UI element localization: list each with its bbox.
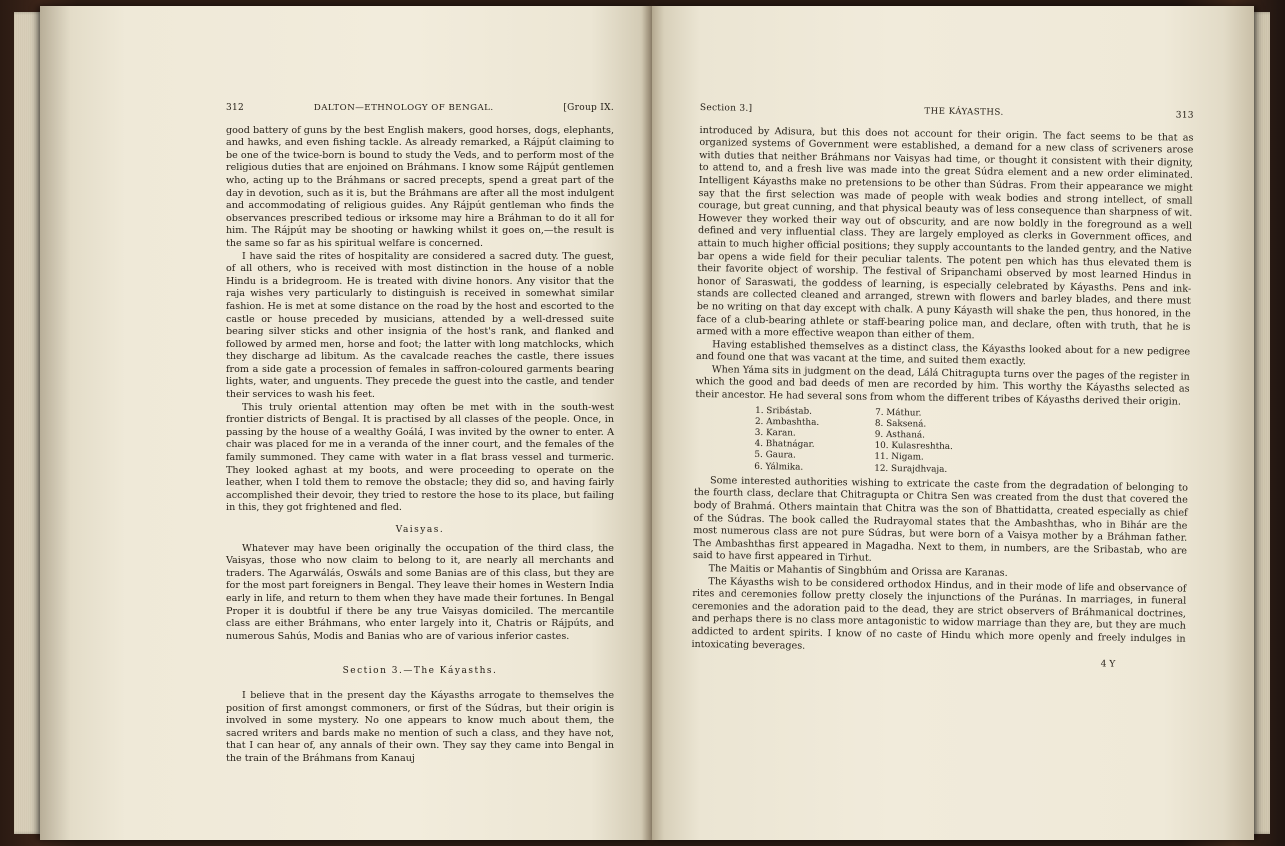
left-page-number: 312	[226, 103, 245, 113]
right-paragraph: introduced by Adisura, but this does not account for their origin. The fact seems to be that as organized systems of Government were established, a demand for a new class of scriveners arose with duties that neither Bráhmans nor Vaisyas had time, or thought it consistent with their dignity, to attend to, and a fresh live was made into the great Súdra element and a new order eliminated. Intelligent Káyasths make no pretensions to be other than Súdras. From their appearance we might say that the first selection was made of people with weak bodies and strong intellect, of small courage, but great cunning, and that physical beauty was of less consequence than sharpness of wit. However they worked their way out of obscurity, and are now boldly in the foreground as a well defined and very influential class. They are largely employed as clerks in Government offices, and attain to much higher official positions; they supply accountants to the landed gentry, and the Native bar opens a wide field for their peculiar talents. The potent pen which has thus elevated them is their favorite object of worship. The festival of Sripanchami observed by most learned Hindus in honor of Saraswati, the goddess of learning, is especially celebrated by Káyasths. Pens and ink-stands are collected cleaned and arranged, strewn with flowers and barley blades, and there must be no writing on that day except with chalk. A puny Káyasth will shake the pen, thus honored, in the face of a club-bearing athlete or staff-bearing police man, and declare, often with truth, that he is armed with a more effective weapon than either of them.	[696, 124, 1194, 342]
right-paragraph: The Káyasths wish to be considered orthodox Hindus, and in their mode of life and observance of rites and ceremonies follow pretty closely the injunctions of the Puránas. In marriages, in funeral ceremonies and the adoration paid to the dead, they are strict observers of Bráhmanical doctrines, and perhaps there is no class more antagonistic to widow marriage than they are, but they are much addicted to ardent spirits. I know of no caste of Hindu which more openly and freely indulges in intoxicating beverages.	[691, 575, 1187, 652]
right-paragraph: Some interested authorities wishing to extricate the caste from the degradation of belonging to the fourth class, declare that Chitragupta or Chitra Sen was created from the dust that covered the body of Brahmá. Others maintain that Chitra was the son of Bhattidatta, created especially as chief of the Súdras. The book called the Rudrayomal states that the Ambashthas, who in Bihár are the most numerous class are not pure Súdras, but were born of a Vaisya mother by a Bráhman father. The Ambashthas first appeared in Magadha. Next to them, in numbers, are the Sribastab, who are said to have first appeared in Tirhut.	[692, 475, 1189, 565]
tribe-item: 3. Karan.	[754, 427, 796, 439]
tribe-item: 4. Bhatnágar.	[754, 439, 815, 451]
tribe-item: 5. Gaura.	[754, 450, 796, 462]
kayasth-tribes-list	[754, 406, 1189, 480]
tribe-item: 6. Yálmika.	[754, 461, 804, 473]
right-page-edges	[1252, 12, 1270, 834]
vaisyas-paragraph: Whatever may have been originally the occupation of the third class, the Vaisyas, those who now claim to belong to it, are nearly all merchants and traders. The Agarwálás, Oswáls and some Banias are of this class, but they are for the most part foreigners in Bengal. They leave their homes in Western India early in life, and return to them when they have made their fortunes. In Bengal Proper it is doubtful if there be any true Vaisyas domiciled. The mercantile class are either Bráhmans, who enter largely into it, Chatris or Rájpúts, and numerous Sahús, Modis and Banias who are of various inferior castes.	[226, 542, 614, 642]
left-paragraph: good battery of guns by the best English makers, good horses, dogs, elephants, and hawks, and even fishing tackle. As already remarked, a Rájpút claiming to be one of the twice-born is bound to study the Veds, and to perform most of the religious duties that are enjoined on Bráhmans. I know some Rájpút gentlemen who, acting up to the Bráhmans or sacred precepts, spend a great part of the day in devotion, such as it is, but the Bráhmans are after all the most indulgent and accommodating of religious guides. Any Rájpút gentleman who finds the observances prescribed tedious or irksome may hire a Bráhman to do it all for him. The Rájpút may be shooting or hawking whilst it goes on,—the result is the same so far as his spiritual welfare is concerned.	[226, 124, 614, 249]
right-running-title: THE KÁYASTHS.	[924, 106, 1004, 118]
right-section-ref: Section 3.]	[699, 102, 753, 114]
tribe-item: 1. Sribástab.	[755, 405, 813, 417]
left-running-head	[226, 102, 614, 115]
left-section-ref: [Group IX.	[563, 103, 614, 113]
tribe-item: 12. Surajdhvaja.	[874, 463, 948, 475]
tribe-item: 9. Asthaná.	[874, 429, 926, 441]
left-paragraph: This truly oriental attention may often be met with in the south-west frontier districts of Bengal. It is practised by all classes of the people. Once, in passing by the house of a wealthy Goálá, I was invited by the owner to enter. A chair was placed for me in a veranda of the inner court, and the females of the family summoned. They came with water in a flat brass vessel and turmeric. They looked aghast at my boots, and were proceeding to operate on the leather, when I told them to remove the obstacle; they did so, and having fairly accomplished their devoir, they tried to restore the hose to its place, but failing in this, they got frightened and fled.	[226, 401, 614, 514]
tribe-item: 10. Kulasreshtha.	[874, 441, 953, 453]
kayasths-section-heading: Section 3.—The Káyasths.	[342, 666, 498, 677]
right-paragraph: Having established themselves as a distinct class, the Káyasths looked about for a new pedigree and found one that was vacant at the time, and suited them exactly.	[695, 338, 1191, 368]
tribe-item: 11. Nigam.	[874, 452, 924, 464]
kayasths-intro-paragraph: I believe that in the present day the Káyasths arrogate to themselves the position of first amongst commoners, or first of the Súdras, but their origin is involved in some mystery. No one appears to know much about them, the sacred writers and bards make no mention of such a class, and they have not, that I can hear of, any annals of their own. They say they came into Bengal in the train of the Bráhmans from Kanauj	[226, 689, 614, 764]
tribe-item: 8. Saksená.	[874, 418, 927, 430]
left-paragraph: I have said the rites of hospitality are considered a sacred duty. The guest, of all others, who is received with most distinction in the house of a noble Hindu is a bridegroom. He is treated with divine honors. Any visitor that the raja wishes very particularly to distinguish is received in somewhat similar fashion. He is met at some distance on the road by the host and escorted to the castle or house preceded by musicians, attended by a well-dressed suite bearing silver sticks and other insignia of the host's rank, and flanked and followed by armed men, horse and foot; the latter with long matchlocks, which they discharge ad libitum. As the cavalcade reaches the castle, there issues from a side gate a procession of females in saffron-coloured garments bearing lights, water, and unguents. They precede the guest into the castle, and tender their services to wash his feet.	[226, 250, 614, 401]
left-page-edges	[14, 12, 42, 834]
right-page	[652, 6, 1254, 840]
vaisyas-heading: Vaisyas.	[395, 525, 445, 535]
right-running-head	[700, 102, 1194, 122]
left-page	[40, 6, 652, 840]
tribe-item: 2. Ambashtha.	[754, 416, 820, 428]
right-paragraph: When Yáma sits in judgment on the dead, Lálá Chitragupta turns over the pages of the register in which the good and bad deeds of men are recorded by him. This worthy the Káyasths selected as their ancestor. He had several sons from whom the different tribes of Káyasths derived their origin.	[695, 364, 1190, 408]
printer-signature: 4 Y	[1100, 659, 1116, 670]
tribe-item: 7. Máthur.	[875, 407, 922, 419]
left-running-title: DALTON—ETHNOLOGY OF BENGAL.	[313, 103, 494, 113]
right-page-number: 313	[1175, 110, 1194, 121]
right-paragraph: The Maitis or Mahantis of Singbhúm and Orissa are Karanas.	[708, 563, 1008, 579]
